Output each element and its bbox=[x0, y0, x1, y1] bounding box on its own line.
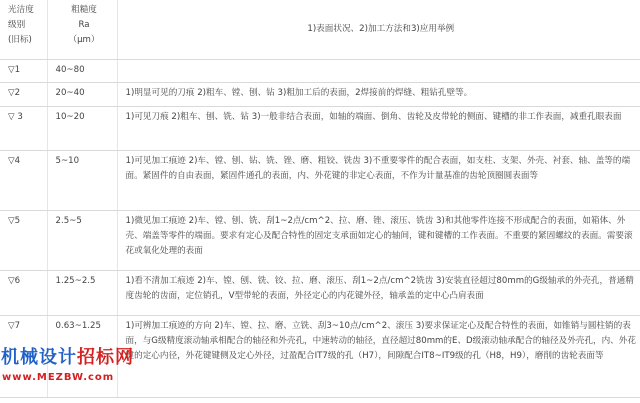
grade-cell: ▽1 bbox=[0, 60, 47, 83]
grade-cell: ▽5 bbox=[0, 211, 47, 271]
description-cell: 1)看不清加工痕迹 2)车、镗、刨、铣、铰、拉、磨、滚压、刮1~2点/cm^2铣齿 3)安装直径超过80mm的G级轴承的外壳孔，普通精度齿轮的齿面，定位销孔，V型带轮的表面，外径定心的内花键外径，轴承盖的定中心凸肩表面 bbox=[117, 271, 640, 316]
ra-cell: 5~10 bbox=[47, 151, 117, 211]
header-grade-line-2: 级别 bbox=[8, 20, 26, 30]
header-roughness-line-1: 粗糙度 bbox=[71, 5, 97, 15]
description-cell: 1)可辨加工痕迹的方向 2)车、镗、拉、磨、立铣、刮3~10点/cm^2、滚压 3)要求保证定心及配合特性的表面，如锥销与圆柱销的表面，与G级精度滚动轴承相配合的轴径和外壳孔，中速转动的轴径，直径超过80mm的E、D级滚动轴承配合的轴径及外壳孔，内、外花键的定心内径，外花键键侧及定心外径，过盈配合IT7级的孔（H7），间隙配合IT8~IT9级的孔（H8，H9），磨削的齿轮表面等 bbox=[117, 316, 640, 398]
grade-cell: ▽ 3 bbox=[0, 107, 47, 151]
watermark-title-blue: 机械设计 bbox=[1, 347, 77, 368]
table-row bbox=[0, 151, 640, 211]
watermark-title bbox=[1, 348, 134, 368]
grade-cell: ▽4 bbox=[0, 151, 47, 211]
description-cell bbox=[117, 60, 640, 83]
header-grade bbox=[0, 0, 47, 60]
table-row bbox=[0, 60, 640, 83]
header-roughness bbox=[47, 0, 117, 60]
ra-cell: 1.25~2.5 bbox=[47, 271, 117, 316]
header-grade-line-1: 光洁度 bbox=[8, 5, 34, 15]
table-row bbox=[0, 83, 640, 107]
ra-cell: 0.63~1.25 bbox=[47, 316, 117, 398]
description-cell: 1)可见加工痕迹 2)车、镗、刨、钻、铣、锉、磨、粗铰、铣齿 3)不重要零件的配合表面，如支柱、支架、外壳、衬套、轴、盖等的端面。紧固件的自由表面，紧固件通孔的表面，内、外花键的非定心表面，不作为计量基准的齿轮顶圈圆表面等 bbox=[117, 151, 640, 211]
header-grade-line-3: (旧标) bbox=[8, 35, 32, 45]
header-roughness-line-2: Ra bbox=[78, 20, 90, 30]
ra-cell: 20~40 bbox=[47, 83, 117, 107]
grade-cell: ▽6 bbox=[0, 271, 47, 316]
description-cell: 1)明显可见的刀痕 2)粗车、镗、刨、钻 3)粗加工后的表面，2焊接前的焊缝、粗钻孔壁等。 bbox=[117, 83, 640, 107]
description-cell: 1)可见刀痕 2)粗车、刨、铣、钻 3)一般非结合表面，如轴的端面、倒角、齿轮及皮带轮的侧面、键槽的非工作表面，减重孔眼表面 bbox=[117, 107, 640, 151]
watermark-title-red: 招标网 bbox=[77, 347, 134, 368]
ra-cell: 10~20 bbox=[47, 107, 117, 151]
table-header-row bbox=[0, 0, 640, 60]
header-roughness-line-3: （μm） bbox=[68, 35, 100, 45]
table-row bbox=[0, 271, 640, 316]
header-description: 1)表面状况、2)加工方法和3)应用举例 bbox=[117, 0, 640, 60]
description-cell: 1)微见加工痕迹 2)车、镗、刨、铣、刮1~2点/cm^2、拉、磨、锉、滚压、铣齿 3)和其他零件连接不形成配合的表面，如箱体、外壳、端盖等零件的端面。要求有定心及配合特性的固定支承面如定心的轴间，键和键槽的工作表面。不重要的紧固螺纹的表面。需要滚花或氧化处理的表面 bbox=[117, 211, 640, 271]
ra-cell: 2.5~5 bbox=[47, 211, 117, 271]
table-row bbox=[0, 107, 640, 151]
grade-cell: ▽7 bbox=[0, 316, 47, 398]
watermark-url: www.MEZBW.com bbox=[2, 372, 115, 383]
ra-cell: 40~80 bbox=[47, 60, 117, 83]
table-row bbox=[0, 211, 640, 271]
grade-cell: ▽2 bbox=[0, 83, 47, 107]
